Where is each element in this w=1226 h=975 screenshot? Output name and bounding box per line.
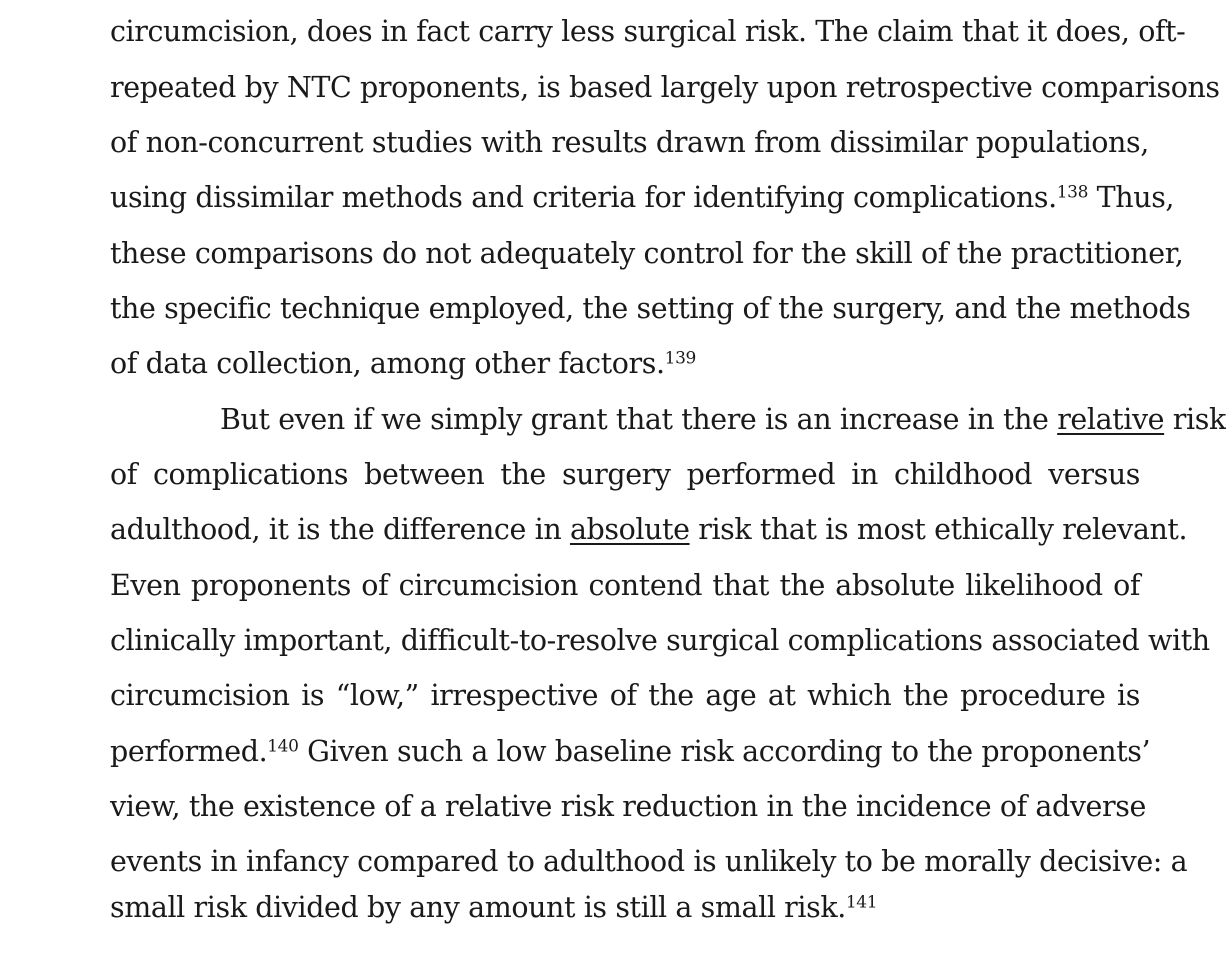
p1-line-6 xyxy=(110,281,1191,337)
footnote-ref-139[interactable]: 139 xyxy=(664,348,696,369)
p2-line-10 xyxy=(110,880,1140,936)
text: adulthood, it is the difference in xyxy=(110,513,570,546)
text: Thus, xyxy=(1088,181,1175,214)
footnote-ref-141[interactable]: 141 xyxy=(845,892,878,913)
text: using dissimilar methods and criteria for identifying complications. xyxy=(110,181,1057,214)
text: risk that is most ethically relevant. xyxy=(689,513,1188,546)
p1-line-5 xyxy=(110,226,1184,282)
p2-line-6 xyxy=(110,668,1140,724)
text: risk xyxy=(1164,403,1226,436)
text: of data collection, among other factors. xyxy=(110,347,665,380)
text: circumcision is “low,” irrespective of the age at which the procedure is xyxy=(110,679,1140,712)
text: of complications between the surgery performed in childhood versus xyxy=(110,458,1140,491)
underlined-word-relative: relative xyxy=(1057,403,1165,436)
text: the specific technique employed, the setting of the surgery, and the methods xyxy=(110,292,1191,325)
p1-line-3 xyxy=(110,115,1149,171)
p1-line-2 xyxy=(110,60,1220,116)
text: But even if we simply grant that there is an increase in the xyxy=(220,403,1058,436)
underlined-word-absolute: absolute xyxy=(569,513,690,546)
text: repeated by NTC proponents, is based largely upon retrospective comparisons xyxy=(110,71,1220,104)
p2-line-2 xyxy=(110,447,1140,503)
p1-line-7 xyxy=(110,336,1140,392)
footnote-ref-138[interactable]: 138 xyxy=(1056,182,1089,203)
text: performed. xyxy=(110,735,268,768)
text: these comparisons do not adequately control for the skill of the practitioner, xyxy=(110,237,1184,270)
p2-line-5 xyxy=(110,613,1210,669)
text: circumcision, does in fact carry less surgical risk. The claim that it does, oft- xyxy=(110,15,1186,48)
p2-line-4 xyxy=(110,558,1140,614)
text: Even proponents of circumcision contend that the absolute likelihood of xyxy=(110,569,1140,602)
p1-line-4 xyxy=(110,170,1175,226)
text: small risk divided by any amount is still a small risk. xyxy=(110,891,846,924)
text: of non-concurrent studies with results drawn from dissimilar populations, xyxy=(110,126,1149,159)
footnote-ref-140[interactable]: 140 xyxy=(267,736,299,757)
text: events in infancy compared to adulthood is unlikely to be morally decisive: a xyxy=(110,845,1188,878)
p1-line-1 xyxy=(110,4,1186,60)
text: clinically important, difficult-to-resolve surgical complications associated with xyxy=(110,624,1210,657)
p2-line-3 xyxy=(110,502,1188,558)
p2-line-1 xyxy=(110,392,1226,448)
text: Given such a low baseline risk according to the proponents’ xyxy=(298,735,1151,768)
text: view, the existence of a relative risk reduction in the incidence of adverse xyxy=(110,790,1146,823)
p2-line-8 xyxy=(110,779,1146,835)
document-page xyxy=(110,0,1226,975)
p2-line-7 xyxy=(110,724,1151,780)
